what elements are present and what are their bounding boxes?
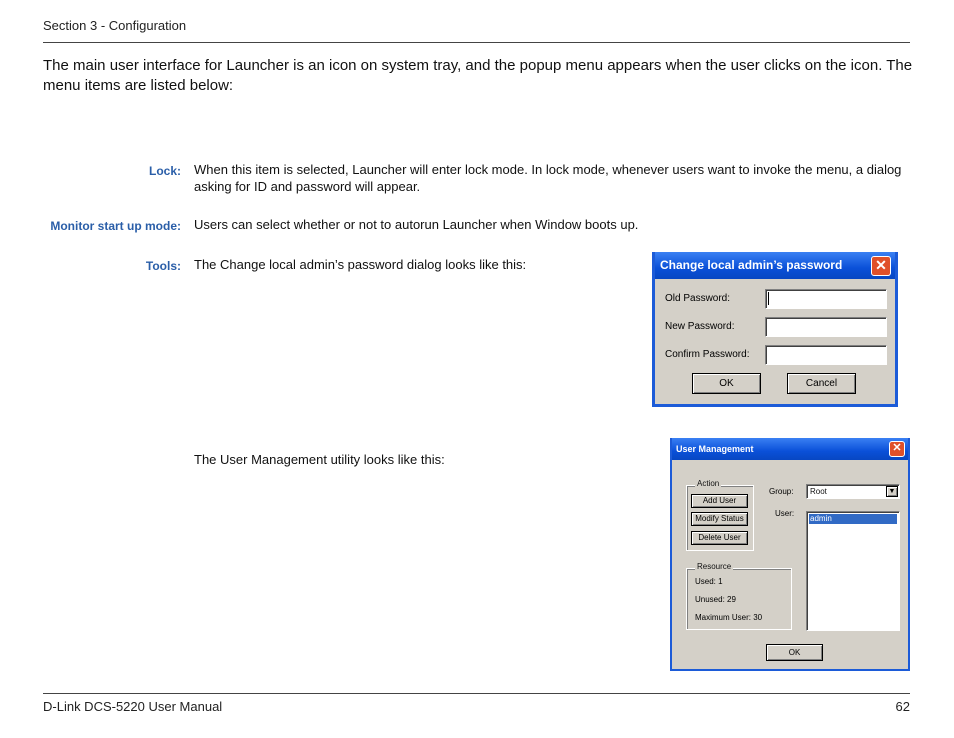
term-monitor-start-up-mode: Monitor start up mode: — [50, 219, 181, 233]
desc-lock: When this item is selected, Launcher will enter lock mode. In lock mode, whenever users want to invoke the menu, a dialog asking for ID and password will appear. — [194, 162, 902, 194]
user-management-dialog — [670, 438, 910, 671]
footer-rule — [43, 693, 910, 694]
password-dialog — [652, 252, 898, 407]
term-lock: Lock: — [148, 164, 181, 178]
page-number: 62 — [895, 699, 910, 714]
action-group-caption: Action — [697, 479, 720, 488]
desc-tools: The Change local admin’s password dialog looks like this: — [194, 257, 527, 272]
header-rule — [43, 42, 910, 43]
text-cursor — [768, 292, 769, 305]
close-icon[interactable]: ✕ — [889, 441, 905, 457]
desc-monitor-start-up-mode: Users can select whether or not to autorun Launcher when Window boots up. — [194, 217, 639, 232]
confirm-password-field[interactable] — [765, 345, 887, 365]
close-icon[interactable]: ✕ — [871, 256, 891, 276]
intro-paragraph: The main user interface for Launcher is an icon on system tray, and the popup menu appears when the user clicks on the icon. The menu items are listed below: — [43, 57, 913, 94]
ok-button[interactable]: OK — [692, 373, 761, 394]
cancel-button[interactable]: Cancel — [787, 373, 856, 394]
confirm-password-label: Confirm Password: — [665, 349, 750, 360]
chevron-down-icon[interactable]: ▼ — [886, 486, 898, 497]
section-header: Section 3 - Configuration — [43, 18, 187, 33]
delete-user-button[interactable]: Delete User — [691, 531, 748, 545]
password-dialog-title: Change local admin’s password — [660, 258, 843, 272]
new-password-field[interactable] — [765, 317, 887, 337]
list-item[interactable]: admin — [809, 514, 897, 524]
unused-count: Unused: 29 — [695, 595, 736, 604]
user-management-title: User Management — [676, 444, 754, 454]
used-count: Used: 1 — [695, 577, 723, 586]
user-management-titlebar — [672, 438, 908, 460]
password-dialog-titlebar — [655, 252, 895, 279]
user-label: User: — [775, 509, 795, 518]
old-password-field[interactable] — [765, 289, 887, 309]
user-list[interactable] — [806, 511, 900, 631]
footer-manual-title: D-Link DCS-5220 User Manual — [43, 699, 223, 714]
add-user-button[interactable]: Add User — [691, 494, 748, 508]
old-password-label: Old Password: — [665, 293, 731, 304]
term-tools: Tools: — [145, 259, 181, 273]
group-label: Group: — [769, 487, 794, 496]
new-password-label: New Password: — [665, 321, 735, 332]
resource-group-caption: Resource — [697, 562, 732, 571]
ok-button[interactable]: OK — [766, 644, 823, 661]
modify-status-button[interactable]: Modify Status — [691, 512, 748, 526]
group-select-value: Root — [810, 487, 827, 496]
group-select[interactable] — [806, 484, 900, 499]
user-management-caption: The User Management utility looks like this: — [194, 452, 445, 467]
maximum-user-count: Maximum User: 30 — [695, 613, 763, 622]
